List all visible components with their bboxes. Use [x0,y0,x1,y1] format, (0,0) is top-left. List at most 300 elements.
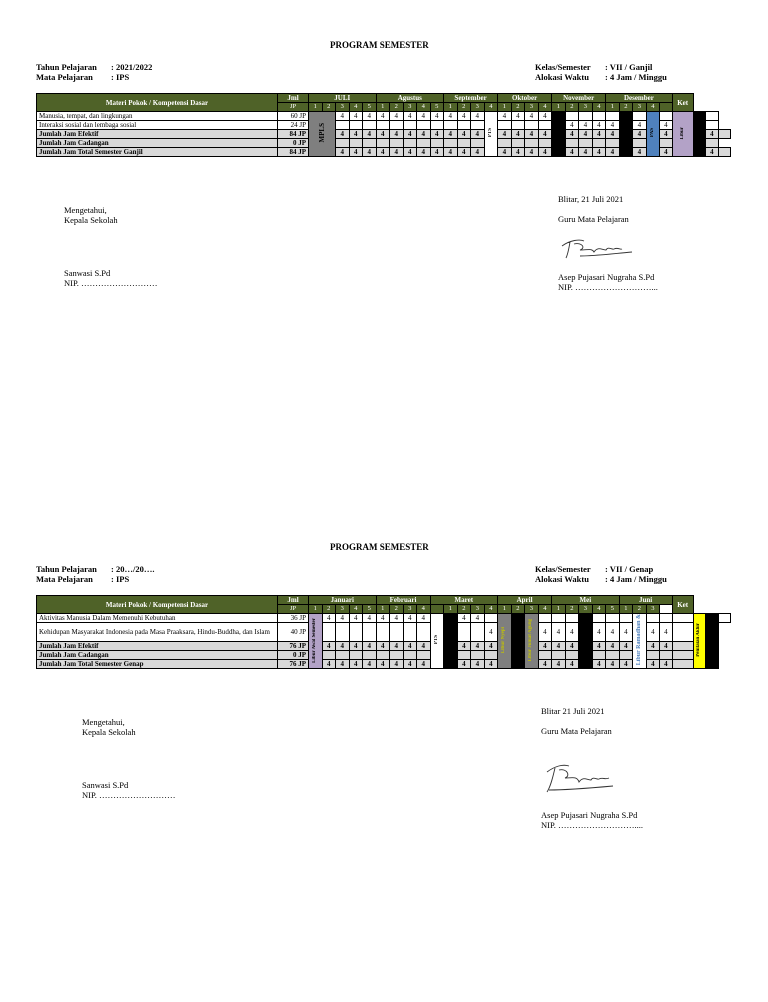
week-number: 3 [579,605,593,614]
cell: 4 [430,112,444,121]
week-number: 1 [619,605,633,614]
cell [403,651,417,660]
mapel-value: : IPS [111,72,130,82]
alokasi-waktu-row [535,574,667,584]
alokasi-label: Alokasi Waktu [535,72,589,82]
cell [457,139,471,148]
week-number: 4 [484,605,498,614]
cell: 4 [417,660,431,669]
mengetahui-block [82,717,136,737]
pts-block [484,112,498,157]
cell [417,623,431,642]
week-number: 3 [646,605,660,614]
mpls-label: MPLS [318,123,326,143]
week-number: 4 [538,103,552,112]
cell [660,614,673,623]
header-month-agustus: Agustus [376,94,444,103]
guru-nip: NIP. ……………………….... [541,820,644,830]
cell: 4 [457,112,471,121]
kelas-semester-row [535,62,652,72]
cell [498,139,512,148]
week-number: 4 [349,605,363,614]
mapel-label: Mata Pelajaran [36,72,93,82]
cell: 4 [606,660,620,669]
cell: 4 [471,614,485,623]
cell: 4 [592,642,606,651]
mengetahui-text: Mengetahui, [64,205,107,215]
cell: 4 [619,623,633,642]
guru-name: Asep Pujasari Nugraha S.Pd [558,272,655,282]
cell [565,112,579,121]
week-number: 1 [498,605,512,614]
program-semester-table-ganjil [36,93,731,157]
cell: 4 [457,130,471,139]
cell [471,623,485,642]
row-label: Jumlah Jam Cadangan [37,651,278,660]
row-jp: 36 JP [278,614,309,623]
kelas-label: Kelas/Semester [535,62,591,72]
tahun-pelajaran-row [36,564,154,574]
mpls-block [309,112,336,157]
cell: 4 [565,623,579,642]
header-jp: JP [278,605,309,614]
guru-title: Guru Mata Pelajaran [558,214,629,224]
table-row [37,614,731,623]
cell: 4 [660,642,673,651]
cell: 4 [363,112,377,121]
black-block [619,112,633,157]
mata-pelajaran-row [36,574,129,584]
cell: 4 [444,130,458,139]
cell: 4 [403,642,417,651]
cell: 4 [322,614,336,623]
cell: 4 [457,148,471,157]
week-number: 1 [376,103,390,112]
week-number: 2 [322,605,336,614]
ket-cell [706,112,718,121]
cell: 4 [538,130,552,139]
place-date: Blitar 21 Juli 2021 [541,706,605,716]
cell [660,139,673,148]
cell: 4 [471,148,485,157]
week-number: 2 [565,605,579,614]
libur-label: Libur [679,126,685,140]
cell: 4 [336,614,350,623]
header-month-april: April [498,596,552,605]
cell [403,139,417,148]
cell [430,121,444,130]
table-row-total [37,642,731,651]
row-jp: 84 JP [278,148,309,157]
cell [592,139,606,148]
week-number: 3 [471,103,485,112]
week-number: 1 [552,103,566,112]
pas-block [646,112,660,157]
guru-block [558,194,629,224]
week-number: 4 [592,605,606,614]
cell: 4 [606,130,620,139]
cell: 4 [457,614,471,623]
cell: 4 [484,642,498,651]
cell: 4 [403,614,417,623]
ket-cell [672,623,693,642]
alokasi-label: Alokasi Waktu [535,574,589,584]
mapel-label: Mata Pelajaran [36,574,93,584]
guru-sign-block [541,810,643,830]
cell: 4 [471,130,485,139]
cell: 4 [444,112,458,121]
ket-cell [706,121,718,130]
cell [403,623,417,642]
cell: 4 [471,660,485,669]
ket-cell [718,148,730,157]
cell [390,139,404,148]
ket-cell [672,660,693,669]
week-number: 5 [606,605,620,614]
cell [606,651,620,660]
cell: 4 [390,130,404,139]
cell [552,614,566,623]
black-block [693,112,705,157]
cell [619,651,633,660]
cell: 4 [349,112,363,121]
cell: 4 [660,660,673,669]
cell: 4 [565,130,579,139]
cell [672,614,693,623]
ket-cell [706,139,718,148]
row-label: Manusia, tempat, dan lingkungan [37,112,278,121]
row-label: Jumlah Jam Efektif [37,642,278,651]
cell: 4 [498,112,512,121]
cell: 4 [565,121,579,130]
tahun-value: : 20…/20…. [111,564,155,574]
week-number: 1 [376,605,390,614]
row-jp: 84 JP [278,130,309,139]
row-jp: 0 JP [278,651,309,660]
week-number: 3 [471,605,485,614]
cell [565,651,579,660]
cell: 4 [349,642,363,651]
cell [390,651,404,660]
libur-jumat-agung-block [525,614,539,669]
place-date: Blitar, 21 Juli 2021 [558,194,624,204]
cell [322,651,336,660]
row-jp: 76 JP [278,660,309,669]
guru-block [541,706,612,736]
black-block [552,112,566,157]
row-jp: 0 JP [278,139,309,148]
week-number: 2 [619,103,633,112]
guru-nip: NIP. ………………………... [558,282,658,292]
week-number: 4 [417,605,431,614]
penilaian-akhir-block [693,614,705,669]
cell: 4 [646,660,660,669]
cell: 4 [706,148,718,157]
week-number: 1 [309,605,323,614]
cell [430,139,444,148]
libur-nyepi-label: Libur Nyepi [501,626,507,654]
week-number: 2 [511,605,525,614]
cell [606,112,620,121]
cell: 4 [322,642,336,651]
cell [444,121,458,130]
week-number: 3 [336,103,350,112]
cell: 4 [390,614,404,623]
signature-image [560,236,636,260]
page-title-semester1: PROGRAM SEMESTER [330,40,429,50]
cell: 4 [552,623,566,642]
cell: 4 [592,623,606,642]
cell [471,121,485,130]
cell: 4 [592,660,606,669]
header-month-juli: JULI [309,94,377,103]
cell: 4 [336,642,350,651]
cell: 4 [417,614,431,623]
cell: 4 [430,130,444,139]
cell: 4 [349,130,363,139]
cell: 4 [390,148,404,157]
tahun-label: Tahun Pelajaran [36,62,97,72]
cell: 4 [538,660,552,669]
mata-pelajaran-row [36,72,129,82]
cell: 4 [660,130,673,139]
cell [403,121,417,130]
tahun-label: Tahun Pelajaran [36,564,97,574]
row-label: Jumlah Jam Efektif [37,130,278,139]
cell: 4 [376,660,390,669]
black-block [706,614,718,669]
cell [471,139,485,148]
week-number: 3 [403,605,417,614]
cell: 4 [606,148,620,157]
row-label: Interaksi sosial dan lembaga sosial [37,121,278,130]
cell: 4 [633,148,647,157]
cell: 4 [417,148,431,157]
cell: 4 [403,660,417,669]
mengetahui-text: Mengetahui, [82,717,125,727]
cell [484,614,498,623]
kepsek-name: Sanwasi S.Pd [82,780,129,790]
cell [660,651,673,660]
cell: 4 [336,112,350,121]
penilaian-akhir-label: Penilaian Akhir [696,623,702,657]
cell: 4 [336,148,350,157]
header-month-maret: Maret [430,596,498,605]
cell [376,651,390,660]
cell: 4 [538,112,552,121]
header-materi: Materi Pokok / Kompetensi Dasar [37,94,278,112]
cell: 4 [606,623,620,642]
header-month-oktober: Oktober [498,94,552,103]
cell: 4 [376,642,390,651]
cell [349,121,363,130]
kepsek-title: Kepala Sekolah [82,727,136,737]
cell [592,651,606,660]
cell [606,139,620,148]
cell [511,139,525,148]
cell: 4 [565,660,579,669]
libur-ramadhan-block [633,614,647,669]
cell: 4 [363,614,377,623]
mapel-value: : IPS [111,574,130,584]
cell: 4 [646,623,660,642]
kepsek-sign-block [82,780,176,800]
cell [538,651,552,660]
cell [376,121,390,130]
pts-label: PTS [433,635,439,645]
week-number: 1 [309,103,323,112]
guru-title: Guru Mata Pelajaran [541,726,612,736]
cell: 4 [363,148,377,157]
header-month-juni: Juni [619,596,672,605]
cell [592,614,606,623]
cell: 4 [322,660,336,669]
signature-image [543,760,619,796]
week-number: 5 [430,103,444,112]
cell [646,614,660,623]
cell: 4 [403,148,417,157]
cell: 4 [579,130,593,139]
cell [457,623,471,642]
header-month-september: September [444,94,498,103]
cell [484,651,498,660]
kepsek-nip: NIP. ……………………… [64,278,158,288]
cell [579,139,593,148]
cell [565,139,579,148]
week-number: 4 [592,103,606,112]
cell [552,651,566,660]
cell: 4 [565,148,579,157]
cell [565,614,579,623]
cell: 4 [511,148,525,157]
cell [579,112,593,121]
cell [349,651,363,660]
header-ket: Ket [672,596,693,614]
cell: 4 [363,660,377,669]
cell [363,121,377,130]
cell: 4 [619,660,633,669]
ket-cell [672,651,693,660]
cell [525,121,539,130]
row-jp: 24 JP [278,121,309,130]
cell: 4 [511,130,525,139]
cell [417,139,431,148]
week-number: 3 [403,103,417,112]
cell: 4 [417,130,431,139]
cell: 4 [592,130,606,139]
cell [619,614,633,623]
cell [336,623,350,642]
guru-sign-block [558,272,658,292]
cell [363,651,377,660]
cell: 4 [592,148,606,157]
cell: 4 [606,642,620,651]
cell [336,139,350,148]
cell: 4 [363,130,377,139]
pts-block [430,614,444,669]
cell: 4 [390,642,404,651]
cell: 4 [498,130,512,139]
cell: 4 [363,642,377,651]
cell: 4 [511,112,525,121]
cell: 4 [579,121,593,130]
cell: 4 [403,112,417,121]
cell [376,623,390,642]
cell [336,651,350,660]
page-title-semester2: PROGRAM SEMESTER [330,542,429,552]
cell [417,651,431,660]
header-jp: JP [278,103,309,112]
guru-name: Asep Pujasari Nugraha S.Pd [541,810,638,820]
cell: 4 [376,130,390,139]
kelas-value: : VII / Genap [605,564,654,574]
cell [606,614,620,623]
cell: 4 [619,642,633,651]
kepsek-sign-block [64,268,158,288]
cell: 4 [538,148,552,157]
cell: 4 [633,130,647,139]
cell [457,121,471,130]
cell: 4 [403,130,417,139]
week-number: 5 [363,103,377,112]
kelas-value: : VII / Ganjil [605,62,653,72]
pas-label: PAS [649,128,655,138]
cell [349,139,363,148]
cell [336,121,350,130]
cell [633,112,647,121]
cell: 4 [660,623,673,642]
black-block [579,614,593,669]
week-number: 2 [390,103,404,112]
cell: 4 [706,130,718,139]
mengetahui-block [64,205,118,225]
week-number: 2 [633,605,647,614]
kelas-semester-row [535,564,653,574]
cell: 4 [417,642,431,651]
kepsek-name: Sanwasi S.Pd [64,268,111,278]
cell: 4 [349,614,363,623]
row-label: Jumlah Jam Total Semester Genap [37,660,278,669]
cell [471,651,485,660]
black-block [511,614,525,669]
week-number: 2 [322,103,336,112]
ket-cell [672,642,693,651]
cell: 4 [376,112,390,121]
cell [660,112,673,121]
cell [349,623,363,642]
week-number: 2 [390,605,404,614]
week-number: 4 [417,103,431,112]
header-month-november: November [552,94,606,103]
header-ket: Ket [672,94,693,112]
kepsek-nip: NIP. ……………………… [82,790,176,800]
cell [592,112,606,121]
week-number: 2 [457,103,471,112]
cell: 4 [565,642,579,651]
cell [538,614,552,623]
row-label: Kehidupan Masyarakat Indonesia pada Masa Praaksara, Hindu-Buddha, dan Islam [37,623,278,642]
week-number: 2 [457,605,471,614]
cell: 4 [646,642,660,651]
alokasi-value: : 4 Jam / Minggu [605,72,667,82]
black-block [444,614,458,669]
header-month-mei: Mei [552,596,620,605]
cell [390,121,404,130]
cell [525,139,539,148]
libur-awal-label: Libur Awal Semester [312,617,318,663]
week-number: 3 [525,605,539,614]
table-row-total [37,651,731,660]
